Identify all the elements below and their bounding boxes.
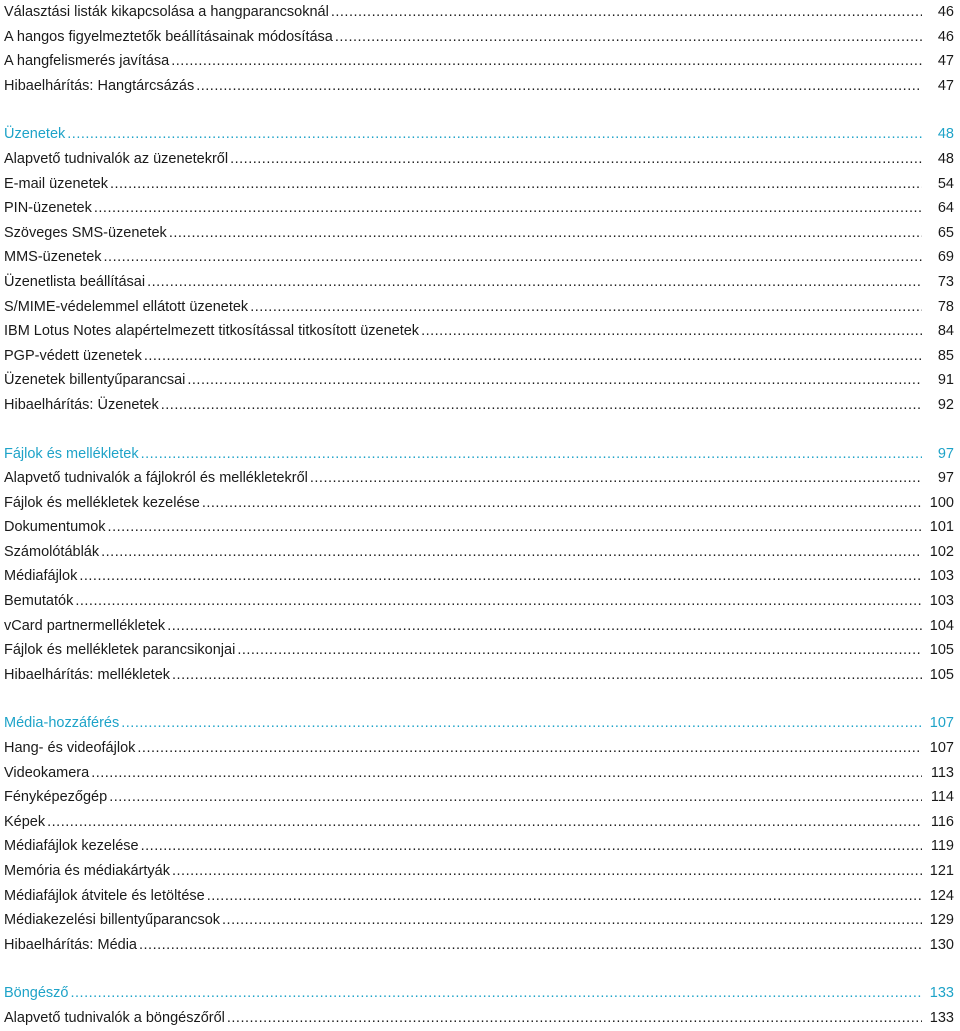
dot-leader [141, 834, 922, 859]
toc-entry[interactable] [4, 933, 954, 958]
toc-entry-page-number: 48 [937, 126, 954, 143]
dot-leader [79, 564, 922, 589]
dot-leader [147, 270, 922, 295]
toc-entry-title: Alapvető tudnivalók a fájlokról és mellékletekről [4, 466, 308, 491]
dot-leader [137, 736, 922, 761]
toc-entry-page-number: 103 [929, 568, 954, 585]
toc-entry-page-number: 54 [937, 175, 954, 192]
toc-entry[interactable] [4, 221, 954, 246]
toc-entry-title: vCard partnermellékletek [4, 614, 165, 639]
toc-entry-page-number: 105 [929, 666, 954, 683]
dot-leader [47, 810, 922, 835]
toc-entry-page-number: 97 [937, 470, 954, 487]
toc-entry[interactable] [4, 295, 954, 320]
toc-entry-page-number: 85 [937, 347, 954, 364]
toc-entry-title: Alapvető tudnivalók a böngészőről [4, 1006, 225, 1031]
toc-entry-title: Bemutatók [4, 589, 73, 614]
dot-leader [196, 74, 922, 99]
dot-leader [230, 147, 922, 172]
toc-section-heading[interactable] [4, 981, 954, 1006]
toc-entry-title: Médiafájlok átvitele és letöltése [4, 884, 205, 909]
toc-entry-page-number: 121 [929, 863, 954, 879]
toc-entry[interactable] [4, 393, 954, 418]
dot-leader [91, 761, 922, 786]
dot-leader [75, 589, 922, 614]
toc-entry-title: Üzenetek [4, 122, 65, 147]
toc-entry-page-number: 116 [930, 813, 954, 830]
dot-leader [172, 859, 922, 884]
toc-entry-title: Szöveges SMS-üzenetek [4, 221, 167, 246]
toc-entry[interactable] [4, 319, 954, 344]
toc-entry-page-number: 103 [929, 593, 954, 610]
toc-entry-title: Üzenetlista beállításai [4, 270, 145, 295]
toc-entry-page-number: 46 [937, 4, 954, 20]
toc-entry-page-number: 133 [929, 985, 954, 1002]
toc-entry-page-number: 78 [937, 298, 954, 315]
dot-leader [110, 172, 922, 197]
dot-leader [227, 1006, 922, 1031]
toc-entry-title: Hibaelhárítás: Üzenetek [4, 393, 159, 418]
dot-leader [172, 663, 922, 688]
toc-section-heading[interactable] [4, 711, 954, 736]
toc-entry-page-number: 100 [929, 494, 954, 511]
dot-leader [109, 785, 922, 810]
toc-entry-page-number: 113 [930, 764, 954, 781]
toc-entry-page-number: 47 [937, 53, 954, 70]
toc-entry-title: Videokamera [4, 761, 89, 786]
dot-leader [144, 344, 922, 369]
dot-leader [104, 245, 922, 270]
toc-entry[interactable] [4, 785, 954, 810]
dot-leader [139, 933, 922, 958]
dot-leader [121, 711, 922, 736]
toc-entry[interactable] [4, 736, 954, 761]
toc-entry-page-number: 104 [929, 617, 954, 634]
dot-leader [237, 638, 922, 663]
toc-entry-page-number: 124 [929, 887, 954, 904]
toc-entry-title: A hangfelismerés javítása [4, 49, 169, 74]
dot-leader [171, 49, 922, 74]
dot-leader [108, 515, 922, 540]
dot-leader [101, 540, 922, 565]
toc-entry[interactable] [4, 859, 954, 884]
dot-leader [71, 981, 923, 1006]
dot-leader [331, 0, 922, 25]
toc-entry-page-number: 130 [929, 936, 954, 953]
dot-leader [169, 221, 922, 246]
toc-entry-title: Alapvető tudnivalók az üzenetekről [4, 147, 228, 172]
toc-entry-title: Üzenetek billentyűparancsai [4, 368, 185, 393]
toc-entry[interactable] [4, 196, 954, 221]
toc-entry-page-number: 119 [930, 838, 954, 855]
toc-entry[interactable] [4, 491, 954, 516]
toc-entry-title: PIN-üzenetek [4, 196, 92, 221]
toc-entry-title: A hangos figyelmeztetők beállításainak módosítása [4, 25, 333, 50]
toc-entry[interactable] [4, 638, 954, 663]
toc-entry-page-number: 133 [929, 1009, 954, 1026]
table-of-contents [4, 0, 954, 1031]
toc-entry-page-number: 114 [930, 789, 954, 806]
toc-entry[interactable] [4, 0, 954, 25]
toc-entry-title: Média-hozzáférés [4, 711, 119, 736]
dot-leader [94, 196, 922, 221]
dot-leader [222, 908, 922, 933]
toc-entry-page-number: 97 [937, 445, 954, 462]
toc-entry[interactable] [4, 147, 954, 172]
toc-entry-page-number: 64 [937, 200, 954, 217]
toc-entry-title: PGP-védett üzenetek [4, 344, 142, 369]
dot-leader [67, 122, 922, 147]
toc-entry[interactable] [4, 172, 954, 197]
toc-entry[interactable] [4, 245, 954, 270]
toc-entry-title: Választási listák kikapcsolása a hangparancsoknál [4, 0, 329, 25]
dot-leader [207, 884, 922, 909]
toc-entry[interactable] [4, 74, 954, 99]
section-spacer [4, 957, 954, 981]
toc-section-heading[interactable] [4, 442, 954, 467]
toc-entry-page-number: 107 [929, 715, 954, 732]
toc-entry[interactable] [4, 810, 954, 835]
toc-entry-title: S/MIME-védelemmel ellátott üzenetek [4, 295, 248, 320]
toc-entry-page-number: 92 [937, 396, 954, 413]
dot-leader [167, 614, 922, 639]
toc-entry-title: Fájlok és mellékletek kezelése [4, 491, 200, 516]
toc-entry-title: E-mail üzenetek [4, 172, 108, 197]
dot-leader [250, 295, 922, 320]
dot-leader [161, 393, 922, 418]
toc-entry[interactable] [4, 1006, 954, 1031]
toc-entry-title: Hang- és videofájlok [4, 736, 135, 761]
dot-leader [310, 466, 922, 491]
toc-entry-title: MMS-üzenetek [4, 245, 102, 270]
toc-entry[interactable] [4, 466, 954, 491]
toc-entry-page-number: 105 [929, 642, 954, 659]
toc-entry-title: Fényképezőgép [4, 785, 107, 810]
toc-entry[interactable] [4, 564, 954, 589]
toc-entry[interactable] [4, 589, 954, 614]
toc-entry-page-number: 107 [929, 740, 954, 757]
toc-entry-title: Számolótáblák [4, 540, 99, 565]
toc-entry-page-number: 69 [937, 249, 954, 266]
toc-entry[interactable] [4, 515, 954, 540]
toc-entry[interactable] [4, 540, 954, 565]
toc-entry-title: Médiakezelési billentyűparancsok [4, 908, 220, 933]
dot-leader [335, 25, 922, 50]
toc-entry[interactable] [4, 884, 954, 909]
toc-entry-title: Hibaelhárítás: Hangtárcsázás [4, 74, 194, 99]
toc-entry-title: Hibaelhárítás: Média [4, 933, 137, 958]
section-spacer [4, 418, 954, 442]
toc-entry-title: Dokumentumok [4, 515, 106, 540]
toc-entry-page-number: 48 [937, 150, 954, 167]
dot-leader [141, 442, 922, 467]
toc-entry-page-number: 47 [937, 77, 954, 94]
toc-entry-title: Képek [4, 810, 45, 835]
section-spacer [4, 687, 954, 711]
toc-entry[interactable] [4, 908, 954, 933]
toc-entry-title: Hibaelhárítás: mellékletek [4, 663, 170, 688]
toc-entry[interactable] [4, 761, 954, 786]
toc-entry[interactable] [4, 663, 954, 688]
toc-entry-title: Médiafájlok kezelése [4, 834, 139, 859]
section-spacer [4, 98, 954, 122]
dot-leader [187, 368, 922, 393]
toc-entry-page-number: 101 [929, 519, 954, 536]
toc-entry-page-number: 84 [937, 323, 954, 340]
toc-entry-page-number: 102 [929, 543, 954, 560]
toc-entry-title: Böngésző [4, 981, 69, 1006]
dot-leader [202, 491, 922, 516]
toc-entry[interactable] [4, 49, 954, 74]
toc-entry[interactable] [4, 270, 954, 295]
toc-entry[interactable] [4, 834, 954, 859]
dot-leader [421, 319, 922, 344]
toc-entry[interactable] [4, 25, 954, 50]
toc-entry-page-number: 129 [929, 912, 954, 929]
toc-entry-title: Médiafájlok [4, 564, 77, 589]
toc-entry[interactable] [4, 344, 954, 369]
toc-entry-page-number: 91 [937, 372, 954, 389]
toc-entry-page-number: 65 [937, 224, 954, 241]
toc-entry-title: IBM Lotus Notes alapértelmezett titkosítással titkosított üzenetek [4, 319, 419, 344]
toc-entry-title: Memória és médiakártyák [4, 859, 170, 884]
toc-section-heading[interactable] [4, 122, 954, 147]
toc-entry[interactable] [4, 614, 954, 639]
toc-entry-title: Fájlok és mellékletek parancsikonjai [4, 638, 235, 663]
toc-entry-page-number: 73 [937, 273, 954, 290]
toc-entry-page-number: 46 [937, 28, 954, 45]
toc-entry-title: Fájlok és mellékletek [4, 442, 139, 467]
toc-entry[interactable] [4, 368, 954, 393]
